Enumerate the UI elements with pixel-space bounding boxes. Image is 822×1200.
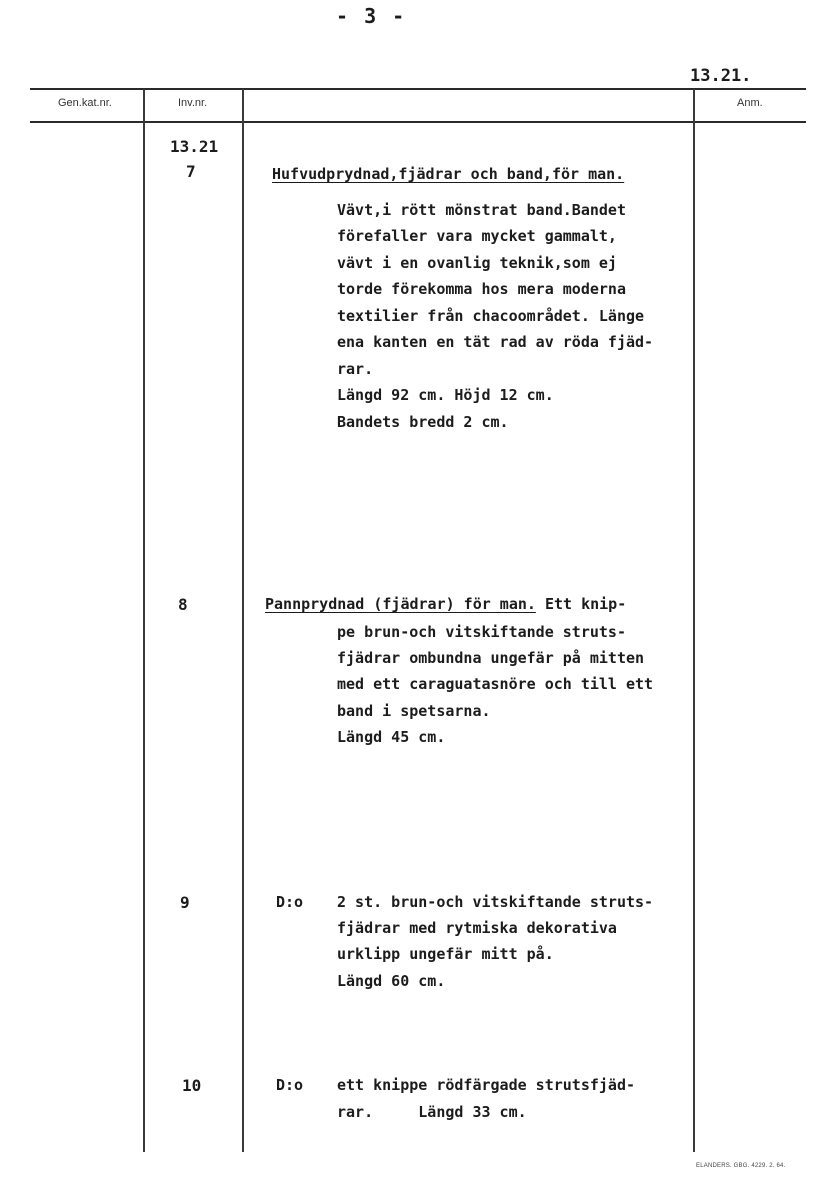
entry-description-line: vävt i en ovanlig teknik,som ej xyxy=(337,254,617,272)
entry-description-line: fjädrar med rytmiska dekorativa xyxy=(337,919,617,937)
column-divider-desc-anm xyxy=(693,89,695,1152)
inventory-number: 10 xyxy=(182,1076,202,1095)
entry-description-line: urklipp ungefär mitt på. xyxy=(337,945,554,963)
entry-description-line: rar. Längd 33 cm. xyxy=(337,1103,527,1121)
column-header-inv-nr: Inv.nr. xyxy=(178,97,208,109)
entry-title: Pannprydnad (fjädrar) för man. xyxy=(265,595,536,613)
entry-title-row xyxy=(265,591,626,618)
entry-description-line: Vävt,i rött mönstrat band.Bandet xyxy=(337,201,626,219)
entry-description-line: fjädrar ombundna ungefär på mitten xyxy=(337,649,645,667)
inventory-number: 8 xyxy=(178,595,188,614)
group-number: 13.21 xyxy=(170,137,219,156)
column-header-gen-kat-nr: Gen.kat.nr. xyxy=(58,97,112,109)
entry-description-line: pe brun-och vitskiftande struts- xyxy=(337,623,626,641)
column-divider-inv-desc xyxy=(242,89,244,1152)
entry-description-line: Längd 45 cm. xyxy=(337,728,446,746)
ditto-mark: D:o xyxy=(276,893,304,911)
entry-description-line: Längd 92 cm. Höjd 12 cm. xyxy=(337,386,554,404)
catalog-number: 13.21. xyxy=(690,66,752,86)
entry-description-line: med ett caraguatasnöre och till ett xyxy=(337,675,654,693)
entry-title: Hufvudprydnad,fjädrar och band,för man. xyxy=(272,165,625,183)
entry-description-line: Bandets bredd 2 cm. xyxy=(337,413,509,431)
entry-description-line: ett knippe rödfärgade strutsfjäd- xyxy=(337,1076,636,1094)
entry-description-line: textilier från chacoområdet. Länge xyxy=(337,307,645,325)
header-bottom-rule xyxy=(30,121,806,123)
inventory-number: 7 xyxy=(186,162,196,181)
ditto-mark: D:o xyxy=(276,1076,304,1094)
entry-description-line: rar. xyxy=(337,360,374,378)
header-top-rule xyxy=(30,88,806,90)
entry-description-line: torde förekomma hos mera moderna xyxy=(337,280,626,298)
column-header-anm: Anm. xyxy=(737,97,763,109)
page-number: - 3 - xyxy=(336,4,407,28)
entry-title-continuation: Ett knip- xyxy=(535,595,627,613)
entry-description-line: förefaller vara mycket gammalt, xyxy=(337,227,617,245)
entry-description-line: ena kanten en tät rad av röda fjäd- xyxy=(337,333,654,351)
entry-description-line: 2 st. brun-och vitskiftande struts- xyxy=(337,893,654,911)
column-divider-gen-inv xyxy=(143,89,145,1152)
inventory-number: 9 xyxy=(180,893,190,912)
entry-description-line: Längd 60 cm. xyxy=(337,972,446,990)
entry-description-line: band i spetsarna. xyxy=(337,702,491,720)
printer-mark: ELANDERS. GBG. 4229. 2. 64. xyxy=(696,1163,786,1169)
